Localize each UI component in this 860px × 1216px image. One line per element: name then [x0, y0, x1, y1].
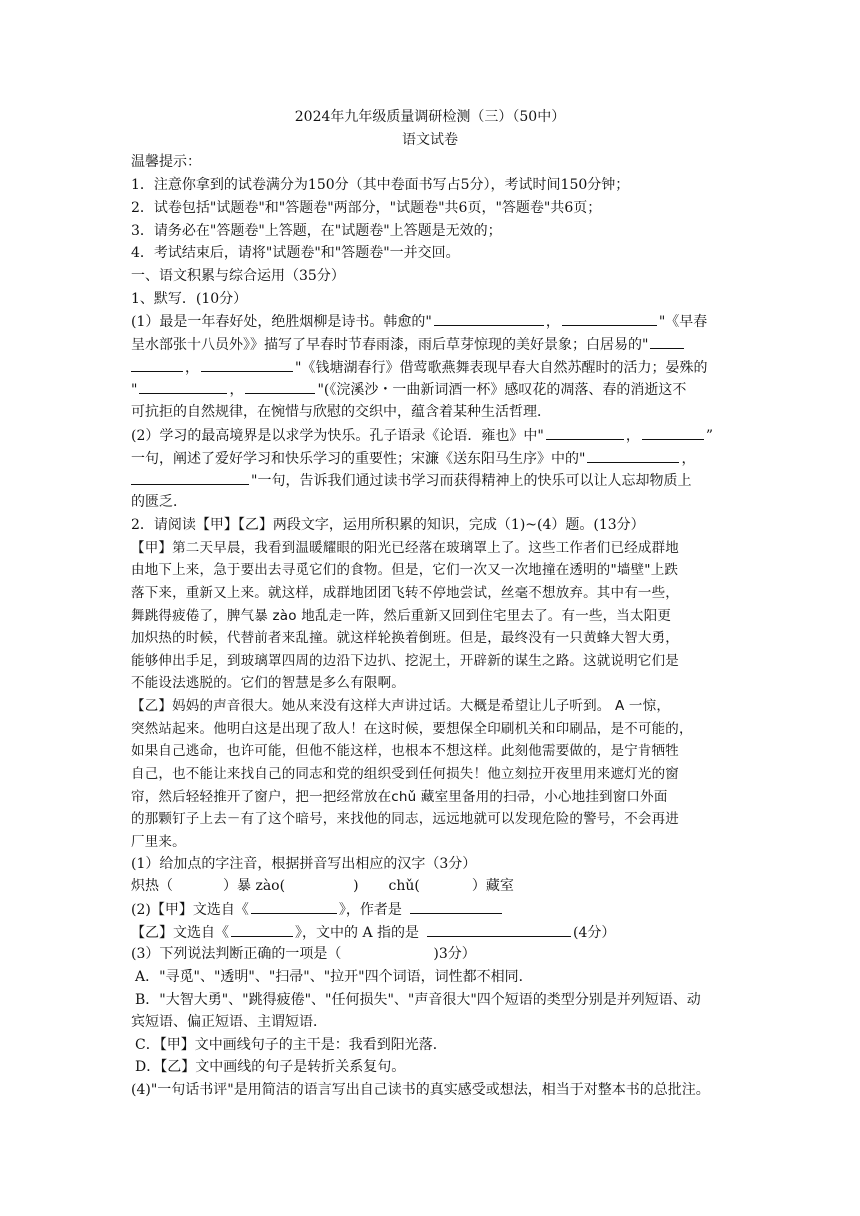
passage-jia-line: 落下来，重新又上来。就这样，成群地团团飞转不停地尝试，丝毫不想放弃。其中有一些， — [131, 585, 679, 601]
q1-2-line: 一句，阐述了爱好学习和快乐学习的重要性；宋濂《送东阳马生序》中的" ， — [131, 447, 741, 470]
passage-jia-line: 加炽热的时候，代替前者来乱撞。就这样轮换着倒班。但是，最终没有一只黄蜂大智大勇， — [131, 630, 679, 646]
answer-blank[interactable] — [201, 356, 293, 372]
option-b-cont: 宾短语、偏正短语、主谓短语． — [131, 1014, 327, 1030]
exam-subtitle: 语文试卷 — [402, 132, 458, 148]
q1-1-line: (1）最是一年春好处，绝胜烟柳是诗书。韩愈的" ， "《早春 — [131, 310, 741, 333]
sub-question-1-answers: 炽热（ ）暴 zào( ) chǔ( ）藏室 — [131, 878, 514, 894]
tips-heading: 温馨提示： — [131, 154, 201, 170]
tip-item: 1．注意你拿到的试卷满分为150分（其中卷面书写占5分），考试时间150分钟； — [131, 177, 630, 193]
sub-question-1: (1）给加点的字注音，根据拼音写出相应的汉字（3分） — [131, 856, 477, 872]
tip-item: 4．考试结束后，请将"试题卷"和"答题卷"一并交回。 — [131, 245, 460, 261]
tip-item: 2．试卷包括"试题卷"和"答题卷"两部分，"试题卷"共6页，"答题卷"共6页； — [131, 200, 602, 216]
passage-yi-line: 自己，也不能让来找自己的同志和党的组织受到任何损失！他立刻拉开夜里用来遮灯光的窗 — [131, 766, 679, 782]
passage-jia-line: 【甲】第二天早晨，我看到温暖耀眼的阳光已经落在玻璃罩上了。这些工作者们已经成群地 — [131, 540, 679, 556]
passage-yi-line: 帘，然后轻轻推开了窗户，把一把经常放在chǔ 藏室里备用的扫帚，小心地挂到窗口外面 — [131, 789, 668, 805]
sub-question-4: (4)"一句话书评"是用简洁的语言写出自己读书的真实感受或想法，相当于对整本书的总批注。 — [131, 1082, 710, 1098]
answer-blank[interactable] — [245, 378, 315, 394]
q1-1-line: ， "《钱塘湖春行》借莺歌燕舞表现早春大自然苏醒时的活力；晏殊的 — [131, 356, 741, 379]
q1-2-line: "一句，告诉我们通过读书学习而获得精神上的快乐可以让人忘却物质上 — [131, 469, 741, 492]
passage-yi-line: 【乙】妈妈的声音很大。她从来没有这样大声讲过话。大概是希望让儿子听到。 A 一惊， — [131, 698, 671, 714]
answer-blank[interactable] — [231, 921, 293, 937]
q1-2-line: (2）学习的最高境界是以求学为快乐。孔子语录《论语．雍也》中" ， ” — [131, 424, 741, 447]
option-c: C．【甲】文中画线句子的主干是：我看到阳光落． — [135, 1037, 447, 1053]
option-a: A．"寻觅"、"透明"、"扫帚"、"拉开"四个词语，词性都不相同． — [135, 969, 533, 985]
sub-question-2: (2)【甲】文选自《 》，作者是 — [131, 898, 741, 921]
sub-question-3: (3）下列说法判断正确的一项是（ )3分） — [131, 946, 476, 962]
answer-blank[interactable] — [562, 310, 657, 326]
passage-jia-line: 不能设法逃脱的。它们的智慧是多么有限啊。 — [131, 675, 405, 691]
passage-yi-line: 如果自己逃命，也许可能，但他不能这样，也根本不想这样。此刻他需要做的，是宁肯牺牲 — [131, 743, 679, 759]
answer-blank[interactable] — [427, 921, 571, 937]
passage-jia-line: 由地下上来，急于要出去寻觅它们的食物。但是，它们一次又一次地撞在透明的"墙壁"上跌 — [131, 562, 679, 578]
answer-blank[interactable] — [434, 310, 544, 326]
passage-yi-line: 突然站起来。他明白这是出现了敌人！在这时候，要想保全印刷机关和印刷品，是不可能的， — [131, 721, 693, 737]
option-d: D．【乙】文中画线的句子是转折关系复句。 — [135, 1059, 406, 1075]
q1-1-line: 可抗拒的自然规律，在惋惜与欣慰的交织中，蕴含着某种生活哲理． — [131, 404, 551, 420]
answer-blank[interactable] — [251, 898, 337, 914]
q1-2-line: 的匮乏． — [131, 494, 187, 510]
exam-title: 2024年九年级质量调研检测（三）（50中） — [294, 109, 566, 125]
sub-question-2: 【乙】文选自《 》，文中的 A 指的是 (4分） — [131, 921, 741, 944]
option-b: B．"大智大勇"、"跳得疲倦"、"任何损失"、"声音很大"四个短语的类型分别是并列短语、动 — [135, 992, 701, 1008]
section-heading: 一、语文积累与综合运用（35分） — [131, 268, 345, 284]
answer-blank[interactable] — [131, 469, 249, 485]
answer-blank[interactable] — [587, 447, 679, 463]
answer-blank[interactable] — [546, 424, 624, 440]
passage-jia-line: 能够伸出手足，到玻璃罩四周的边沿下边扒、挖泥土，开辟新的谋生之路。这就说明它们是 — [131, 653, 679, 669]
q1-1-line: 呈水部张十八员外》》描写了早春时节春雨漆，雨后草芽惊现的美好景象；白居易的" — [131, 333, 741, 356]
question-1-heading: 1、默写．(10分） — [131, 291, 248, 307]
passage-yi-line: 厂里来。 — [131, 834, 186, 850]
passage-jia-line: 舞跳得疲倦了，脾气暴 zào 地乱走一阵，然后重新又回到住宅里去了。有一些，当太阳更 — [131, 608, 672, 624]
answer-blank[interactable] — [131, 356, 183, 372]
answer-blank[interactable] — [642, 424, 704, 440]
question-2-heading: 2．请阅读【甲】【乙】两段文字，运用所积累的知识，完成（1)~(4）题。(13分） — [131, 517, 645, 533]
tip-item: 3．请务必在"答题卷"上答题，在"试题卷"上答题是无效的； — [131, 223, 502, 239]
answer-blank[interactable] — [650, 333, 684, 349]
passage-yi-line: 的那颗钉子上去－有了这个暗号，来找他的同志，远远地就可以发现危险的警号，不会再进 — [131, 811, 679, 827]
answer-blank[interactable] — [410, 898, 502, 914]
q1-1-line: " ， "(《浣溪沙・一曲新词酒一杯》感叹花的凋落、春的消逝这不 — [131, 378, 741, 401]
answer-blank[interactable] — [139, 378, 227, 394]
